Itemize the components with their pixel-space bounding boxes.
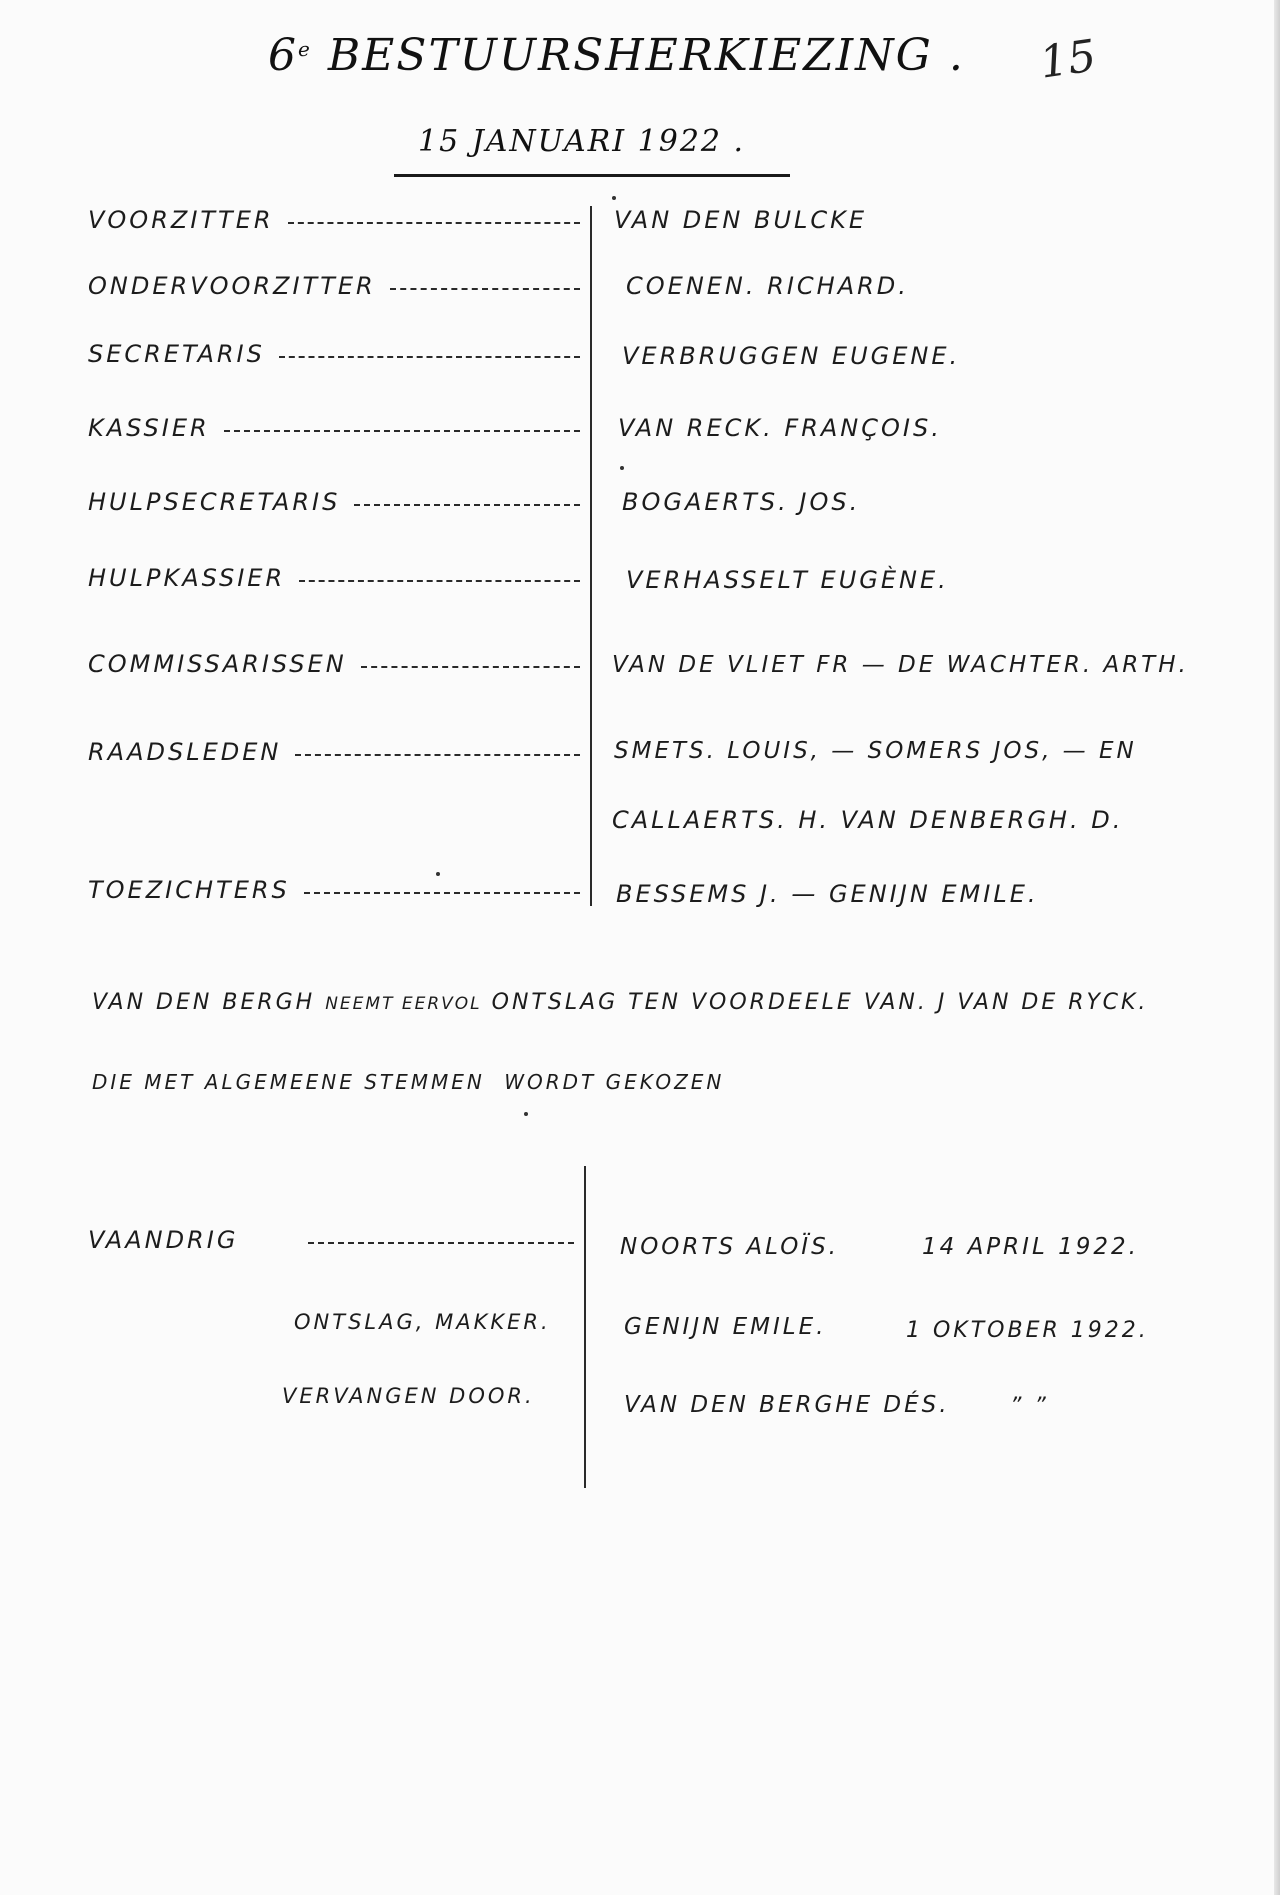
replaced-by-label: VERVANGEN DOOR.: [282, 1384, 535, 1408]
leader-dashes: [361, 664, 580, 668]
board-row-label: [88, 414, 580, 442]
note-name: VAN DEN BERGH: [92, 990, 316, 1015]
leader-dashes: [295, 752, 580, 756]
board-column-divider: [590, 206, 592, 906]
resignation-label: ONTSLAG, MAKKER.: [294, 1310, 551, 1334]
title-dot: .: [948, 30, 965, 81]
role-label: HULPKASSIER: [88, 564, 286, 592]
flag-bearer-label: [88, 1226, 574, 1254]
board-row-label: [88, 564, 580, 592]
note-line2-a: DIE MET ALGEMEENE STEMMEN: [92, 1070, 485, 1094]
date-underline: [394, 174, 790, 177]
board-row-value: VERBRUGGEN EUGENE.: [622, 342, 961, 370]
flag-bearer-name-2: GENIJN EMILE.: [624, 1314, 827, 1340]
ink-speck: [524, 1112, 528, 1116]
leader-dashes: [308, 1240, 574, 1244]
role-label: ONDERVOORZITTER: [88, 272, 376, 300]
board-row-label: [88, 488, 580, 516]
board-row-label: [88, 272, 580, 300]
flag-bearer-date-2: 1 OKTOBER 1922.: [906, 1318, 1149, 1343]
role-label: VAANDRIG: [88, 1226, 239, 1254]
flag-bearer-name-1: NOORTS ALOÏS.: [620, 1234, 839, 1260]
board-row-label: [88, 340, 580, 368]
title-number: 6: [268, 30, 298, 81]
role-label: SECRETARIS: [88, 340, 265, 368]
role-label: COMMISSARISSEN: [88, 650, 347, 678]
election-note: [92, 1070, 724, 1094]
board-row-label: [88, 206, 580, 234]
page-title: [268, 30, 965, 81]
board-row-value-continued: CALLAERTS. H. VAN DENBERGH. D.: [612, 806, 1124, 834]
role-label: TOEZICHTERS: [88, 876, 290, 904]
board-row-value: VERHASSELT EUGÈNE.: [626, 566, 949, 594]
board-row-value: COENEN. RICHARD.: [626, 272, 909, 300]
board-row-label: [88, 876, 580, 904]
ink-speck: [620, 466, 624, 470]
leader-dashes: [299, 578, 580, 582]
board-row-value: BESSEMS J. — GENIJN EMILE.: [616, 880, 1039, 908]
board-row-value: VAN DE VLIET FR — DE WACHTER. ARTH.: [612, 652, 1189, 678]
board-row-value: BOGAERTS. JOS.: [622, 488, 861, 516]
leader-dashes: [390, 286, 580, 290]
ink-speck: [436, 872, 440, 876]
leader-dashes: [288, 220, 580, 224]
title-ordinal-suffix: e: [298, 37, 312, 61]
note-rest: ONTSLAG TEN VOORDEELE VAN. J VAN DE RYCK.: [491, 990, 1149, 1015]
title-text: BESTUURSHERKIEZING: [327, 30, 933, 81]
role-label: KASSIER: [88, 414, 210, 442]
page-number-mark: 15: [1036, 30, 1100, 89]
flag-column-divider: [584, 1166, 586, 1488]
note-small-text: NEEMT EERVOL: [325, 994, 482, 1014]
leader-dashes: [304, 890, 580, 894]
flag-bearer-name-3: VAN DEN BERGHE DÉS.: [624, 1392, 950, 1418]
flag-bearer-date-1: 14 APRIL 1922.: [922, 1234, 1139, 1260]
page-edge-shadow: [1274, 0, 1280, 1895]
note-line2-b: WORDT GEKOZEN: [504, 1070, 725, 1094]
board-row-value: SMETS. LOUIS, — SOMERS JOS, — EN: [614, 738, 1137, 764]
role-label: HULPSECRETARIS: [88, 488, 341, 516]
resignation-note: [92, 990, 1148, 1015]
ditto-marks: ” ”: [1010, 1394, 1049, 1419]
leader-dashes: [224, 428, 580, 432]
role-label: VOORZITTER: [88, 206, 274, 234]
board-row-label: [88, 650, 580, 678]
document-date: 15 JANUARI 1922 .: [418, 124, 746, 159]
board-row-value: VAN RECK. FRANÇOIS.: [618, 414, 942, 442]
board-row-value: VAN DEN BULCKE: [614, 206, 868, 234]
leader-dashes: [354, 502, 580, 506]
board-row-label: [88, 738, 580, 766]
role-label: RAADSLEDEN: [88, 738, 282, 766]
leader-dashes: [279, 354, 580, 358]
ink-speck: [612, 196, 616, 200]
